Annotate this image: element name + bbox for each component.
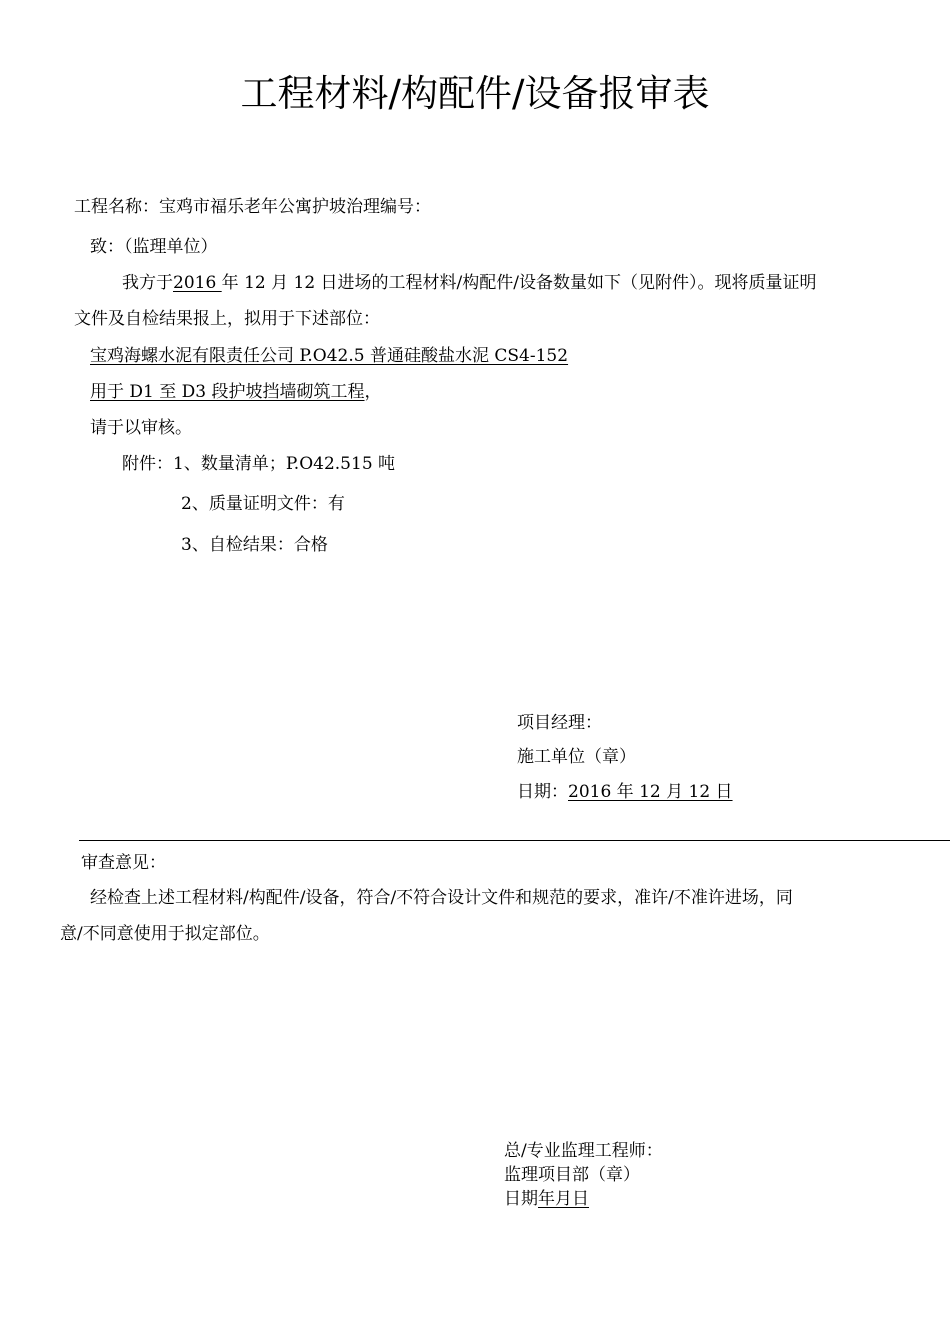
review-text-line-2: 意/不同意使用于拟定部位。: [60, 924, 270, 944]
project-number-label: 编号：: [380, 197, 431, 217]
usage-line: [90, 380, 382, 404]
project-manager-label: 项目经理：: [517, 713, 602, 733]
review-label: 审查意见：: [81, 853, 166, 873]
contractor-date-label: 日期：: [517, 782, 568, 802]
supervisor-date: [504, 1187, 589, 1211]
project-label: 工程名称：: [74, 197, 159, 217]
attachment-3: 3、自检结果：合格: [181, 535, 328, 555]
addressee: 致：（监理单位）: [90, 237, 218, 257]
intro-text-a: 我方于: [122, 273, 173, 293]
contractor-date-value: 2016 年 12 月 12 日: [568, 782, 733, 802]
intro-line-1: [122, 271, 817, 295]
usage-text: 用于 D1 至 D3 段护坡挡墙砌筑工程: [90, 382, 365, 402]
attachment-2: 2、质量证明文件：有: [181, 494, 345, 514]
project-line: [74, 195, 431, 219]
request-line: 请于以审核。: [90, 418, 192, 438]
intro-text-b: 年 12 月 12 日进场的工程材料/构配件/设备数量如下（见附件）。现将质量证明: [221, 273, 817, 293]
intro-line-2: 文件及自检结果报上，拟用于下述部位：: [74, 309, 380, 329]
review-text-line-1: 经检查上述工程材料/构配件/设备，符合/不符合设计文件和规范的要求，准许/不准许进场，同: [90, 888, 793, 908]
supervisor-date-value: 年月日: [538, 1189, 589, 1209]
section-divider: [79, 840, 950, 841]
supervisor-dept-label: 监理项目部（章）: [504, 1165, 640, 1185]
material-line: 宝鸡海螺水泥有限责任公司 P.O42.5 普通硅酸盐水泥 CS4-152: [90, 346, 569, 366]
page-title: 工程材料/构配件/设备报审表: [240, 72, 710, 115]
contractor-date: [517, 780, 733, 804]
supervisor-engineer-label: 总/专业监理工程师：: [504, 1141, 663, 1161]
attachment-1: 附件：1、数量清单；P.O42.515 吨: [122, 454, 396, 474]
usage-tail: ，: [364, 382, 382, 402]
project-name: 宝鸡市福乐老年公寓护坡治理: [159, 197, 380, 217]
contractor-unit-label: 施工单位（章）: [517, 747, 636, 767]
intro-year: 2016: [173, 273, 222, 293]
supervisor-date-label: 日期: [504, 1189, 538, 1209]
